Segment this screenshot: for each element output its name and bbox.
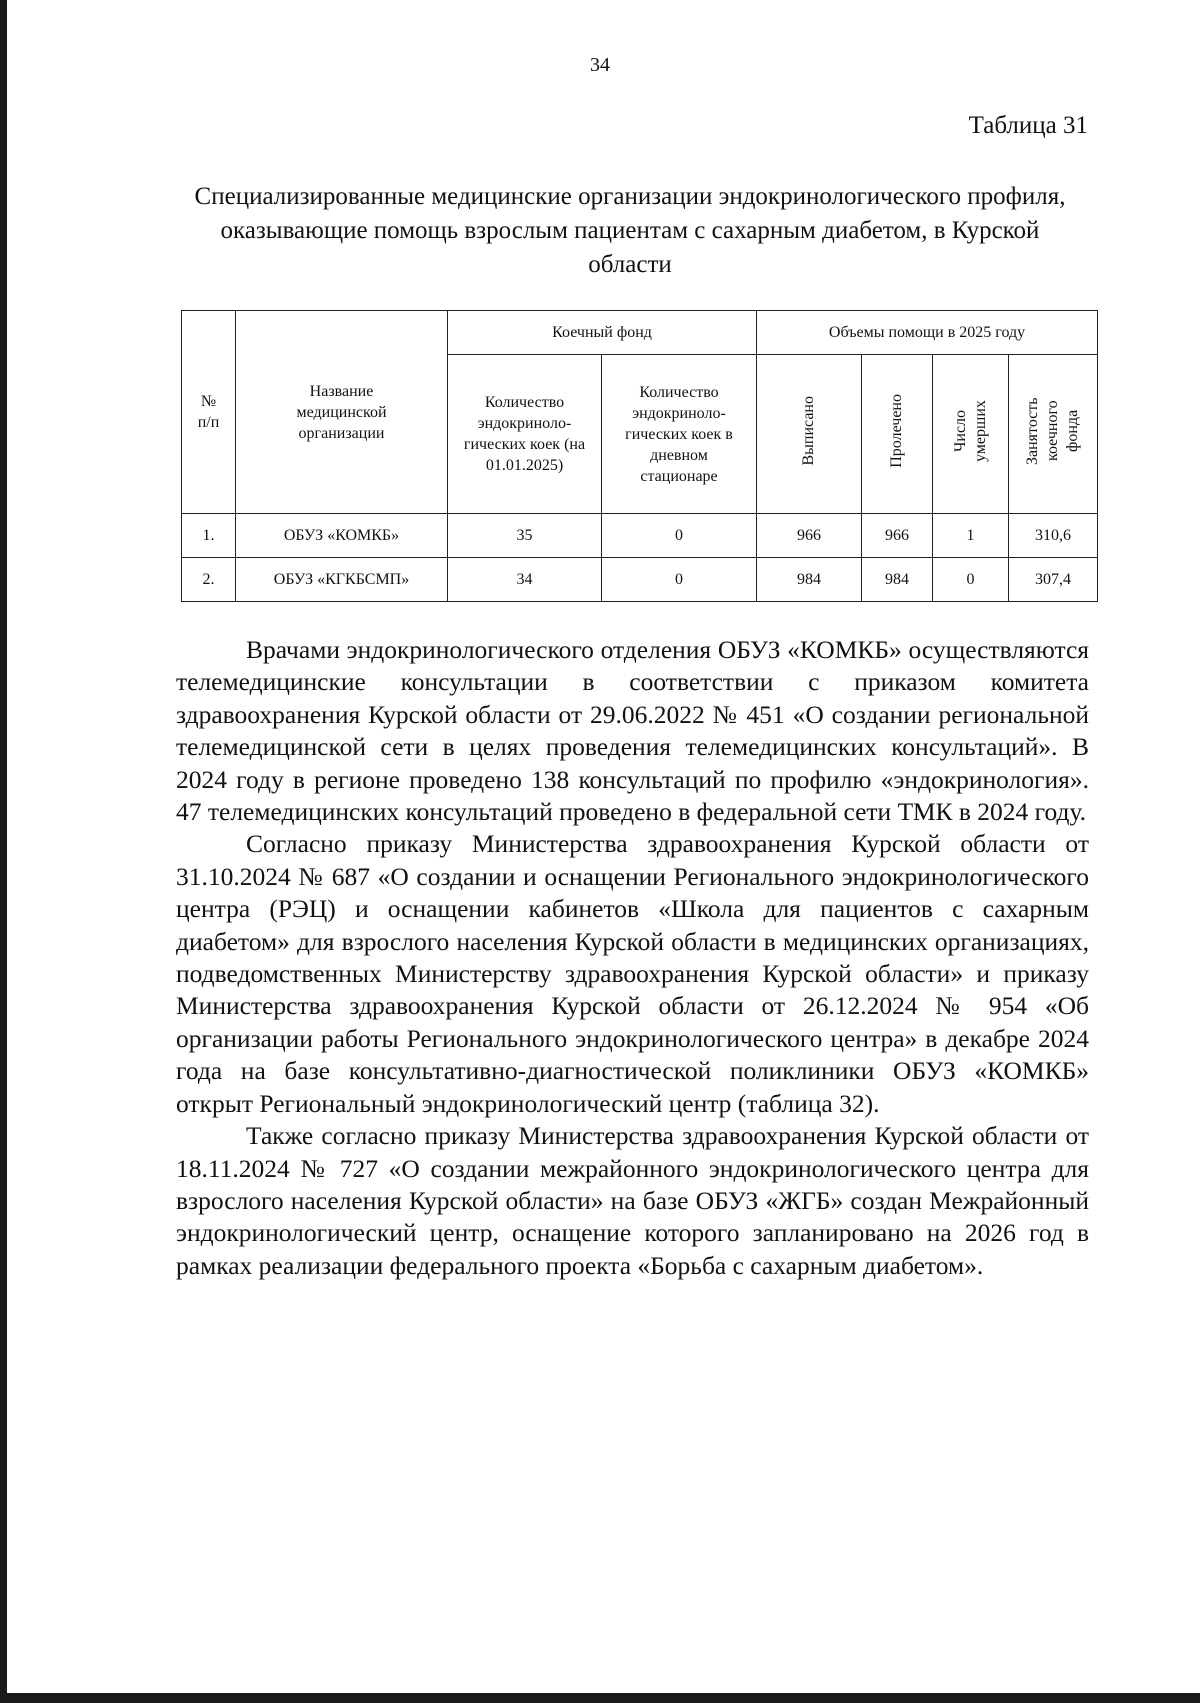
page-number: 34 bbox=[590, 54, 610, 76]
table-caption: Таблица 31 bbox=[968, 112, 1088, 139]
row-discharged: 966 bbox=[757, 514, 862, 558]
row-day-beds: 0 bbox=[602, 514, 757, 558]
paragraph-regional-center: Согласно приказу Министерства здравоохранения Курской области от 31.10.2024 № 687 «О создании и оснащении Регионального эндокринологического центра (РЭЦ) и оснащении кабинетов «Школа для пациентов с сахарным диабетом» для взрослого населения Курской области в медицинских организациях, подведомственных Министерству здравоохранения Курской области» и приказу Министерства здравоохранения Курской области от 26.12.2024 № 954 «Об организации работы Регионального эндокринологического центра» в декабре 2024 года на базе консультативно-диагностической поликлиники ОБУЗ «КОМКБ» открыт Региональный эндокринологический центр (таблица 32). bbox=[176, 829, 1089, 1118]
table-header-row bbox=[182, 311, 1098, 355]
header-occupancy: Занятость коечного фонда bbox=[1009, 355, 1098, 514]
row-beds: 35 bbox=[448, 514, 602, 558]
row-number: 1. bbox=[182, 514, 236, 558]
paragraph-telemedicine: Врачами эндокринологического отделения ОБУЗ «КОМКБ» осуществляются телемедицинские консультации в соответствии с приказом комитета здравоохранения Курской области от 29.06.2022 № 451 «О создании региональной телемедицинской сети в целях проведения телемедицинских консультаций». В 2024 году в регионе проведено 138 консультаций по профилю «эндокринология». 47 телемедицинских консультаций проведено в федеральной сети ТМК в 2024 году. bbox=[176, 635, 1089, 827]
paragraph-interdistrict-center: Также согласно приказу Министерства здравоохранения Курской области от 18.11.2024 № 727 «О создании межрайонного эндокринологического центра для взрослого населения Курской области» на базе ОБУЗ «ЖГБ» создан Межрайонный эндокринологический центр, оснащение которого запланировано на 2026 год в рамках реализации федерального проекта «Борьба с сахарным диабетом». bbox=[176, 1121, 1089, 1280]
table-row bbox=[182, 558, 1098, 602]
row-died: 1 bbox=[933, 514, 1009, 558]
header-number: № п/п bbox=[182, 311, 236, 514]
header-treated: Пролечено bbox=[862, 355, 933, 514]
row-number: 2. bbox=[182, 558, 236, 602]
row-name: ОБУЗ «КГКБСМП» bbox=[236, 558, 448, 602]
scan-edge-left bbox=[0, 0, 7, 1703]
header-beds-count: Количество эндокриноло-гических коек (на 01.01.2025) bbox=[448, 355, 602, 514]
body-text bbox=[176, 634, 1089, 1282]
scan-edge-bottom bbox=[0, 1693, 1200, 1703]
row-died: 0 bbox=[933, 558, 1009, 602]
row-occupancy: 307,4 bbox=[1009, 558, 1098, 602]
row-day-beds: 0 bbox=[602, 558, 757, 602]
row-discharged: 984 bbox=[757, 558, 862, 602]
row-beds: 34 bbox=[448, 558, 602, 602]
header-volumes: Объемы помощи в 2025 году bbox=[757, 311, 1098, 355]
header-discharged: Выписано bbox=[757, 355, 862, 514]
organizations-table bbox=[181, 310, 1098, 602]
header-name: Название медицинской организации bbox=[236, 311, 448, 514]
row-name: ОБУЗ «КОМКБ» bbox=[236, 514, 448, 558]
table-row bbox=[182, 514, 1098, 558]
row-occupancy: 310,6 bbox=[1009, 514, 1098, 558]
header-day-beds-count: Количество эндокриноло-гических коек в дневном стационаре bbox=[602, 355, 757, 514]
table-title: Специализированные медицинские организации эндокринологического профиля, оказывающие помощь взрослым пациентам с сахарным диабетом, в Курской области bbox=[194, 183, 1066, 278]
header-bed-fund: Коечный фонд bbox=[448, 311, 757, 355]
row-treated: 966 bbox=[862, 514, 933, 558]
row-treated: 984 bbox=[862, 558, 933, 602]
header-died: Число умерших bbox=[933, 355, 1009, 514]
